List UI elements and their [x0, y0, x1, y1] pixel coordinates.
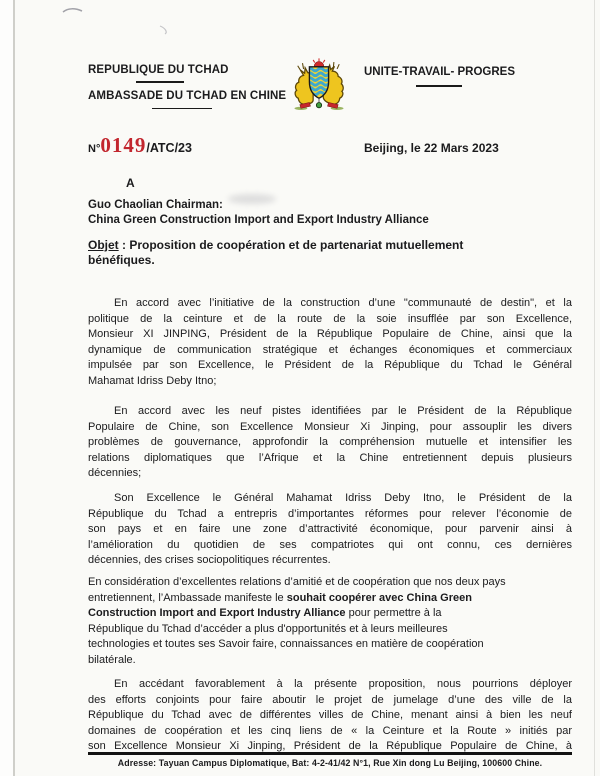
- text-line: dynamique de communication stratégique et échanges économiques et commerciaux: [88, 343, 572, 356]
- text-line: En accord avec les neuf pistes identifiées par le Président de la République: [114, 405, 572, 417]
- text-line: problèmes de gouvernance, approfondir la compréhension mutuelle et intensifier les: [88, 436, 572, 448]
- text-line: son Excellence Monsieur Xi Jinping, Président de la République Populaire de Chine, à: [88, 740, 572, 752]
- scan-edge-line: [13, 0, 15, 776]
- subject-line-1: [88, 238, 463, 253]
- text-line: son pays et en faire une zone d’attractivité économique, pour parvenir ainsi à: [88, 523, 572, 535]
- letterhead-left: [88, 64, 286, 109]
- divider-rule: [152, 108, 212, 110]
- divider-rule: [416, 85, 462, 87]
- text-line: [88, 591, 572, 607]
- text-line: En accord avec l’initiative de la construction d’une "communauté de destin", et la: [114, 297, 572, 309]
- text-line: Mahamat Idriss Deby Itno;: [88, 374, 217, 387]
- recipient-name: Guo Chaolian Chairman:: [88, 199, 223, 211]
- recipient-block: [88, 198, 429, 227]
- paragraph-2: [88, 404, 572, 482]
- footer-rule: [88, 752, 572, 755]
- text-segment-bold: Construction Import and Export Industry Alliance: [88, 607, 346, 619]
- letterhead-motto: [364, 66, 515, 87]
- recipient-organization: China Green Construction Import and Export Industry Alliance: [88, 213, 429, 226]
- divider-rule: [136, 81, 184, 83]
- pen-mark-icon: [158, 24, 172, 36]
- scan-left-strip: [0, 0, 13, 776]
- subject-line-2: bénéfiques.: [88, 252, 155, 267]
- reference-suffix: /ATC/23: [146, 141, 192, 155]
- text-line: Monsieur XI JINPING, Président de la République Populaire de Chine, ainsi que la: [88, 328, 572, 340]
- paragraph-1: [88, 296, 572, 389]
- text-line: [88, 606, 572, 622]
- paragraph-3: [88, 491, 572, 569]
- republic-title: REPUBLIQUE DU TCHAD: [88, 64, 229, 76]
- motto-text: UNITE-TRAVAIL- PROGRES: [364, 66, 515, 78]
- text-segment: entretiennent, l’Ambassade manifeste le: [88, 591, 287, 604]
- text-line: En accédant favorablement à la présente proposition, nous pourrions déployer: [114, 678, 572, 690]
- text-line: bilatérale.: [88, 653, 136, 666]
- text-line: technologies et toutes ses Savoir faire, connaissances en matière de coopération: [88, 638, 484, 650]
- chad-coat-of-arms-emblem: [286, 58, 352, 114]
- paragraph-5: [88, 677, 572, 755]
- text-line: Son Excellence le Général Mahamat Idriss Deby Itno, le Président de la: [114, 492, 572, 504]
- text-line: République du Tchad avec de différentes villes de Chine, menant ainsi à bien les neuf: [88, 709, 572, 721]
- dateline: Beijing, le 22 Mars 2023: [364, 141, 499, 155]
- text-segment: pour permettre à la: [345, 607, 442, 619]
- embassy-title: AMBASSADE DU TCHAD EN CHINE: [88, 89, 287, 102]
- subject-text: : Proposition de coopération et de partenariat mutuellement: [118, 238, 464, 252]
- text-line: décennies;: [88, 467, 142, 479]
- text-line: domaines de coopération et les cinq liens de « la Ceinture et la Route » initiés par: [88, 724, 572, 737]
- text-line: impulsée par son Excellence, le Président de la République du Tchad le Général: [88, 359, 572, 371]
- footer-address: Adresse: Tayuan Campus Diplomatique, Bat: 4-2-41/42 N°1, Rue Xin dong Lu Beijing, 100600 Chine.: [117, 758, 543, 768]
- reference-prefix: N°: [88, 143, 101, 155]
- subject-label: Objet: [88, 238, 119, 252]
- text-line: décennies, des crises sociopolitiques récurrentes.: [88, 554, 331, 566]
- reference-number: 0149: [100, 133, 147, 157]
- text-line: République du Tchad d’accéder a plus d'opportunités et à leurs meilleures: [88, 622, 448, 635]
- pen-mark-icon: [62, 6, 84, 16]
- text-line: des efforts conjoints pour faire aboutir le projet de jumelage d’une des ville de la: [88, 693, 572, 706]
- scan-edge-line-right: [594, 0, 595, 776]
- text-line: République du Tchad a entrepris d’importantes réformes pour relever l’économie de: [88, 507, 572, 520]
- text-line: politique de la ceinture et de la route de la soie insufflée par son Excellence,: [88, 312, 572, 325]
- text-line: relations diplomatiques que l’Afrique et la Chine entretiennent depuis plusieurs: [88, 451, 572, 464]
- text-segment-bold: souhait coopérer avec China Green: [286, 591, 472, 604]
- subject-block: [88, 238, 463, 267]
- text-line: Populaire de Chine, son Excellence Monsieur Xi Jinping, pour assouplir les divers: [88, 420, 572, 433]
- paragraph-4: [88, 575, 572, 668]
- text-line: l’amélioration du quotidien de ses compatriotes qui ont connu, ces dernières: [88, 538, 572, 551]
- reference-line: [88, 133, 192, 158]
- salutation: A: [126, 176, 135, 190]
- text-line: En considération d’excellentes relations d’amitié et de coopération que nos deux pays: [88, 576, 506, 588]
